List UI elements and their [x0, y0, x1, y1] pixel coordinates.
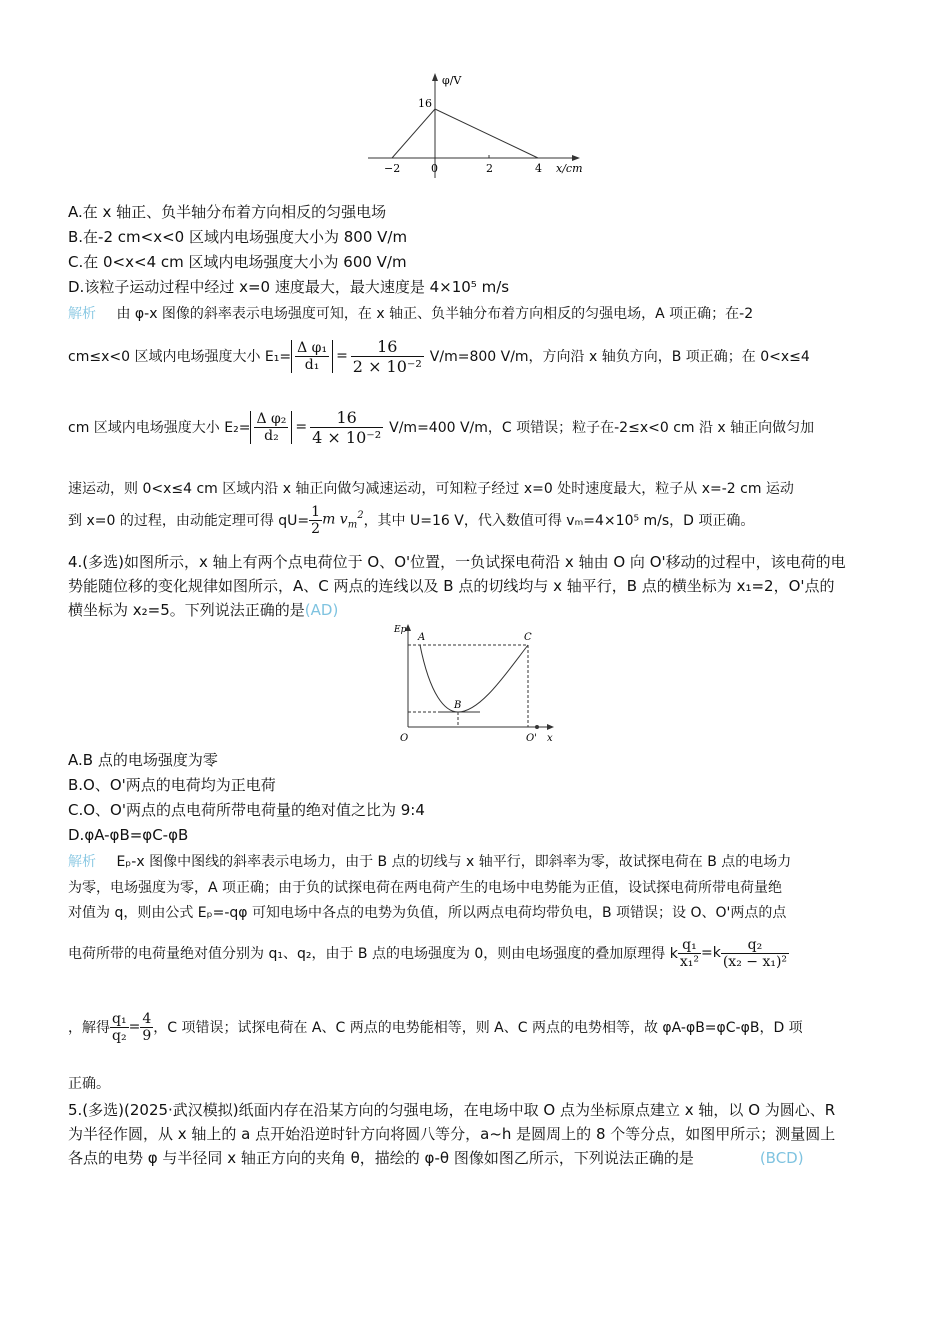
- x-tick-2: 2: [486, 162, 493, 175]
- y-tick-16: 16: [418, 97, 432, 110]
- q4-analysis-line5: ，解得 $\frac{\text{q₁}}{\text{q₂}}$ = $\frac{4}{9}$ ，C 项错误；试探电荷在 A、C 两点的电势能相等，则 A、C 两点的电势相等，故 φA-φB=φC-φB，D 项: [68, 1010, 803, 1044]
- q3-option-c: C.在 0<x<4 cm 区域内电场强度大小为 600 V/m: [68, 253, 407, 271]
- q3-option-a: A.在 x 轴正、负半轴分布着方向相反的匀强电场: [68, 203, 387, 221]
- half-fraction: $\frac{1}{2}$: [311, 503, 321, 537]
- q4-option-b: B.O、O'两点的电荷均为正电荷: [68, 776, 276, 794]
- q3-analysis-line5: 到 x=0 的过程，由动能定理可得 qU= $\frac{1}{2}$ m $v_m^2$ ，其中 U=16 V，代入数值可得 vₘ=4×10⁵ m/s，D 项正确。: [68, 503, 755, 537]
- point-a-label: A: [418, 632, 426, 643]
- q4-option-a: A.B 点的电场强度为零: [68, 751, 218, 769]
- e2-value-fraction: $\frac{16}{\text{4 × 10⁻²}}$: [312, 407, 382, 447]
- q5-line2: 为半径作圆，从 x 轴上的 a 点开始沿逆时针方向将圆八等分，a~h 是圆周上的 8 个等分点，如图甲所示；测量圆上: [68, 1125, 836, 1143]
- q3-analysis-line2: cm≤x<0 区域内电场强度大小 E₁= $\frac{\text{Δ φ₁}}{\text{d₁}}$ = $\frac{16}{\text{2 × 10⁻²}}$ V/m=800 V/m，方向沿 x 轴负方向，B 项正确；在 0<x≤4: [68, 336, 810, 376]
- q4-line3: 横坐标为 x₂=5。下列说法正确的是(AD): [68, 601, 339, 619]
- q3-analysis-line4: 速运动，则 0<x≤4 cm 区域内沿 x 轴正向做匀减速运动，可知粒子经过 x=0 处时速度最大，粒子从 x=-2 cm 运动: [68, 481, 794, 497]
- y-axis-arrow: [432, 73, 438, 81]
- q4-analysis-line4: 电荷所带的电荷量绝对值分别为 q₁、q₂，由于 B 点的电场强度为 0，则由电场强度的叠加原理得 k $\frac{\text{q₁}}{\text{x₁²}}$ =k $\frac{\text{q₂}}{\text{(x₂ − x₁)²}}$: [68, 936, 788, 970]
- o-prime-label: O': [526, 733, 537, 744]
- x-tick-0: 0: [431, 162, 438, 175]
- y-axis-label: Ep: [394, 625, 407, 635]
- phi-x-graph: [360, 70, 590, 180]
- q4-analysis-line2: 为零，电场强度为零，A 项正确；由于负的试探电荷在两电荷产生的电场中电势能为正值，设试探电荷所带电荷量绝: [68, 880, 783, 896]
- q4-option-d: D.φA-φB=φC-φB: [68, 826, 189, 844]
- x-axis-arrow: [547, 724, 554, 730]
- analysis-tag: 解析: [68, 306, 96, 322]
- q4-analysis-line1: 解析 Eₚ-x 图像中图线的斜率表示电场力，由于 B 点的切线与 x 轴平行，即斜率为零，故试探电荷在 B 点的电场力: [68, 854, 792, 870]
- x-axis-arrow: [572, 155, 580, 161]
- e1-value-fraction: $\frac{16}{\text{2 × 10⁻²}}$: [352, 336, 422, 376]
- e1-abs: $\frac{\text{Δ φ₁}}{\text{d₁}}$: [291, 340, 333, 373]
- q4-answer: (AD): [304, 601, 339, 619]
- x-tick-4: 4: [535, 162, 542, 175]
- point-b-label: B: [454, 700, 462, 711]
- q4-analysis-line6: 正确。: [68, 1076, 110, 1092]
- q4-line1: 4.(多选)如图所示，x 轴上有两个点电荷位于 O、O'位置，一负试探电荷沿 x 轴由 O 向 O'移动的过程中，该电荷的电: [68, 553, 846, 571]
- phi-curve: [392, 109, 538, 158]
- q3-analysis-line1: 解析 由 φ-x 图像的斜率表示电场强度可知，在 x 轴正、负半轴分布着方向相反的匀强电场，A 项正确；在-2: [68, 306, 754, 322]
- q4-analysis-line3: 对值为 q，则由公式 Eₚ=-qφ 可知电场中各点的电势为负值，所以两点电荷均带负电，B 项错误；设 O、O'两点的点: [68, 905, 787, 921]
- x-tick-neg2: −2: [384, 162, 401, 175]
- q3-analysis-line3: cm 区域内电场强度大小 E₂= $\frac{\text{Δ φ₂}}{\text{d₂}}$ = $\frac{16}{\text{4 × 10⁻²}}$ V/m=400 V/m，C 项错误；粒子在-2≤x<0 cm 沿 x 轴正向做匀加: [68, 407, 815, 447]
- q4-line2: 势能随位移的变化规律如图所示，A、C 两点的连线以及 B 点的切线均与 x 轴平行，B 点的横坐标为 x₁=2，O'点的: [68, 577, 835, 595]
- x-axis-label: x/cm: [556, 162, 583, 175]
- origin-label: O: [400, 733, 409, 744]
- q3-option-b: B.在-2 cm<x<0 区域内电场强度大小为 800 V/m: [68, 228, 408, 246]
- q3-option-d: D.该粒子运动过程中经过 x=0 速度最大，最大速度是 4×10⁵ m/s: [68, 278, 510, 296]
- o-prime-dot: [535, 725, 539, 729]
- q5-line1: 5.(多选)(2025·武汉模拟)纸面内存在沿某方向的匀强电场，在电场中取 O 点为坐标原点建立 x 轴，以 O 为圆心、R: [68, 1101, 836, 1119]
- ep-curve: [420, 645, 528, 712]
- y-axis-label: φ/V: [442, 74, 462, 87]
- point-c-label: C: [524, 632, 532, 643]
- q4-option-c: C.O、O'两点的点电荷所带电荷量的绝对值之比为 9:4: [68, 801, 425, 819]
- e2-abs: $\frac{\text{Δ φ₂}}{\text{d₂}}$: [250, 411, 292, 444]
- x-axis-label: x: [547, 733, 553, 744]
- q5-answer: (BCD): [759, 1149, 804, 1167]
- q5-line3: 各点的电势 φ 与半径同 x 轴正方向的夹角 θ，描绘的 φ-θ 图像如图乙所示，下列说法正确的是 (BCD): [68, 1149, 804, 1167]
- ep-x-graph: [390, 620, 560, 745]
